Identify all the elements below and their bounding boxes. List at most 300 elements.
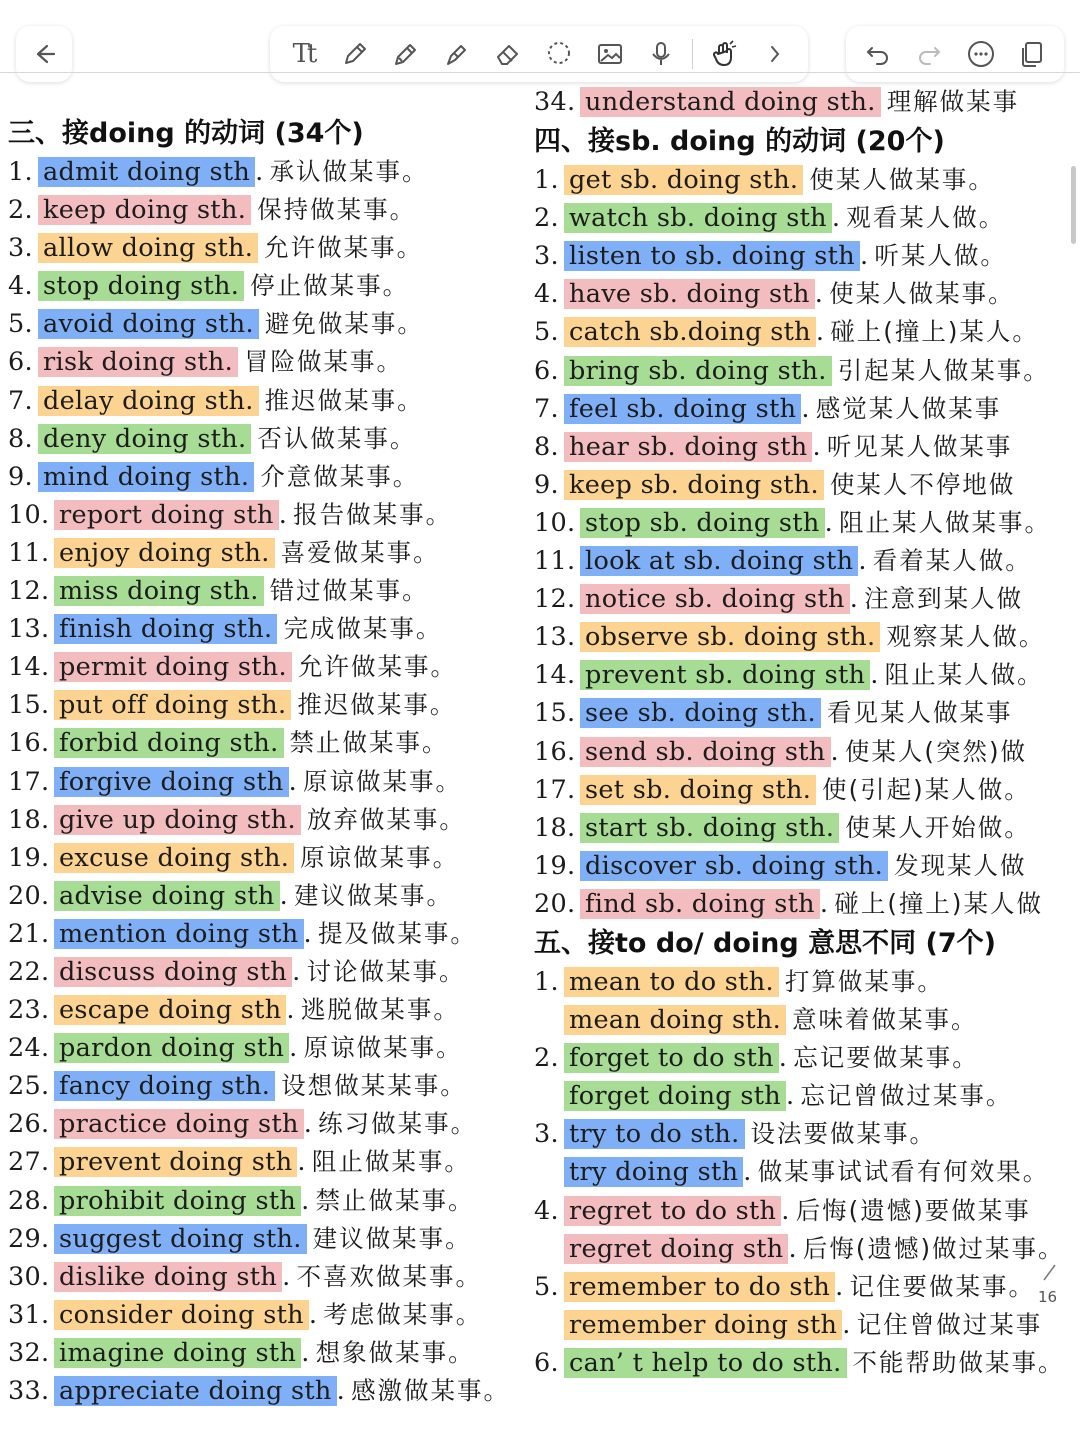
list-item (8, 534, 532, 572)
chinese-meaning: 听见某人做某事 (826, 431, 1013, 461)
list-item (8, 763, 532, 801)
verb-phrase: stop doing sth. (38, 271, 244, 301)
list-item (8, 877, 532, 915)
phrase-period: . (830, 736, 839, 767)
back-button[interactable] (16, 26, 72, 82)
list-item (534, 428, 1080, 466)
chinese-meaning: 允许做某事。 (297, 652, 457, 682)
chinese-meaning: 考虑做某事。 (323, 1299, 483, 1329)
list-item (8, 1258, 532, 1296)
verb-phrase: get sb. doing sth. (564, 165, 803, 195)
list-item (8, 1143, 532, 1181)
item-number: 25. (8, 1071, 50, 1102)
verb-phrase: mean to do sth. (564, 967, 779, 997)
chinese-meaning: 观看某人做。 (846, 203, 1006, 233)
chinese-meaning: 设想做某某事。 (281, 1071, 467, 1101)
phrase-period: . (301, 1185, 310, 1216)
verb-phrase: give up doing sth. (54, 805, 301, 835)
phrase-period: . (297, 1147, 306, 1178)
right-column (534, 83, 1080, 1382)
item-number: 7. (8, 385, 33, 416)
list-item (8, 610, 532, 648)
phrase-period: . (308, 1299, 318, 1330)
item-number: 12. (8, 576, 50, 607)
hand-touch-icon[interactable] (704, 34, 744, 74)
phrase-period: . (778, 1043, 788, 1074)
verb-phrase: fancy doing sth. (54, 1071, 275, 1101)
chinese-meaning: 喜爱做某事。 (280, 537, 440, 567)
list-item (534, 656, 1080, 694)
list-item (8, 305, 532, 343)
list-item (8, 724, 532, 762)
phrase-period: . (336, 1376, 346, 1406)
list-item (534, 1230, 1080, 1268)
verb-phrase: find sb. doing sth (580, 889, 820, 919)
chinese-meaning: 听某人做。 (874, 241, 1007, 271)
verb-phrase: forgive doing sth (54, 767, 289, 797)
chinese-meaning: 看见某人做某事 (826, 698, 1013, 728)
list-item (8, 343, 532, 381)
lasso-icon[interactable] (539, 34, 579, 74)
list-item (534, 809, 1080, 847)
verb-phrase: watch sb. doing sth (564, 203, 832, 233)
item-number: 11. (8, 537, 50, 568)
chevron-right-icon[interactable] (755, 34, 795, 74)
item-number: 4. (8, 271, 33, 302)
list-item (8, 572, 532, 610)
chinese-meaning: 停止做某事。 (250, 271, 410, 301)
item-number: 12. (534, 584, 576, 615)
list-item (8, 382, 532, 420)
phrase-period: . (814, 279, 824, 310)
chinese-meaning: 使某人做某事。 (809, 165, 995, 195)
eraser-icon[interactable] (488, 34, 528, 74)
chinese-meaning: 使某人做某事。 (829, 279, 1015, 309)
chinese-meaning: 碰上(撞上)某人做 (834, 888, 1043, 918)
item-number: 7. (534, 393, 559, 424)
item-number: 24. (8, 1033, 50, 1064)
phrase-period: . (824, 507, 833, 538)
highlighter-icon[interactable] (437, 34, 477, 74)
item-number: 28. (8, 1185, 50, 1216)
chinese-meaning: 后悔(遗憾)做过某事。 (802, 1233, 1065, 1263)
verb-phrase: practice doing sth (54, 1109, 304, 1139)
verb-phrase: regret doing sth (564, 1234, 788, 1264)
verb-phrase: prohibit doing sth (54, 1186, 301, 1216)
item-number: 19. (8, 842, 50, 873)
list-item (534, 161, 1080, 199)
chinese-meaning: 引起某人做某事。 (837, 355, 1050, 385)
section-heading-sb-doing: 四、接sb. doing 的动词 (20个) (534, 126, 945, 158)
phrase-period: . (289, 1033, 298, 1064)
verb-phrase: regret to do sth (564, 1196, 781, 1226)
verb-phrase: prevent sb. doing sth (580, 660, 870, 690)
chinese-meaning: 报告做某事。 (293, 499, 453, 529)
list-item (534, 618, 1080, 656)
phrase-period: . (835, 1271, 844, 1302)
item-number: 29. (8, 1223, 50, 1254)
back-arrow-icon (30, 40, 58, 68)
chinese-meaning: 保持做某事。 (257, 195, 417, 225)
verb-phrase: suggest doing sth. (54, 1224, 307, 1254)
chinese-meaning: 设法要做某事。 (750, 1119, 936, 1149)
verb-phrase: escape doing sth (54, 995, 286, 1025)
list-item (8, 420, 532, 458)
phrase-period: . (812, 431, 821, 462)
chinese-meaning: 原谅做某事。 (300, 842, 460, 872)
list-item (534, 847, 1080, 885)
item-number: 14. (8, 652, 50, 683)
list-item (8, 953, 532, 991)
chinese-meaning: 阻止某人做某事。 (838, 507, 1051, 537)
chinese-meaning: 错过做某事。 (269, 576, 429, 606)
undo-icon[interactable] (858, 34, 898, 74)
item-number: 6. (534, 1347, 559, 1378)
chinese-meaning: 建议做某事。 (312, 1223, 472, 1253)
chinese-meaning: 看着某人做。 (872, 546, 1032, 576)
list-item (8, 229, 532, 267)
verb-phrase: consider doing sth (54, 1300, 309, 1330)
item-number: 1. (534, 165, 559, 196)
list-item (534, 1153, 1080, 1191)
list-item (534, 199, 1080, 237)
verb-phrase: stop sb. doing sth (580, 508, 825, 538)
verb-phrase: forbid doing sth. (54, 728, 284, 758)
chinese-meaning: 后悔(遗憾)要做某事 (795, 1195, 1031, 1225)
verb-phrase: discover sb. doing sth. (580, 851, 888, 881)
item-number: 16. (8, 728, 50, 759)
verb-phrase: mind doing sth. (38, 462, 254, 492)
list-item (8, 801, 532, 839)
list-item (534, 352, 1080, 390)
item-number: 8. (8, 423, 33, 454)
pen-icon[interactable] (335, 34, 375, 74)
verb-phrase: discuss doing sth (54, 957, 292, 987)
list-item (534, 466, 1080, 504)
list-item (8, 915, 532, 953)
list-item (534, 1344, 1080, 1382)
verb-phrase: understand doing sth. (580, 87, 881, 117)
item-number: 4. (534, 1195, 559, 1226)
item-number: 21. (8, 918, 50, 949)
list-item (8, 1105, 532, 1143)
verb-phrase: enjoy doing sth. (54, 538, 275, 568)
verb-phrase: remember doing sth (564, 1310, 842, 1340)
item-number: 6. (534, 355, 559, 386)
pages-icon[interactable] (1012, 34, 1052, 74)
chinese-meaning: 禁止做某事。 (315, 1185, 475, 1215)
item-number: 1. (8, 157, 33, 187)
verb-phrase: imagine doing sth (54, 1338, 301, 1368)
list-item (8, 1067, 532, 1105)
item-number: 2. (8, 195, 33, 226)
list-item (8, 496, 532, 534)
list-item (534, 963, 1080, 1001)
phrase-period: . (743, 1157, 752, 1188)
item-number: 3. (8, 233, 33, 264)
list-item (8, 839, 532, 877)
image-icon[interactable] (590, 34, 630, 74)
list-item (8, 991, 532, 1029)
item-number: 5. (8, 309, 33, 340)
list-item (534, 237, 1080, 275)
phrase-period: . (255, 157, 264, 187)
verb-phrase: deny doing sth. (38, 424, 251, 454)
verb-phrase: hear sb. doing sth (564, 432, 812, 462)
verb-phrase: catch sb.doing sth (564, 317, 816, 347)
list-item (534, 1001, 1080, 1039)
item-number: 34. (534, 87, 576, 117)
verb-phrase: admit doing sth (38, 157, 255, 187)
list-item (8, 1029, 532, 1067)
item-number: 26. (8, 1109, 50, 1140)
chinese-meaning: 记住曾做过某事 (856, 1309, 1043, 1339)
verb-phrase: put off doing sth. (54, 690, 291, 720)
list-item (8, 648, 532, 686)
item-number: 16. (534, 736, 576, 767)
verb-phrase: listen to sb. doing sth (564, 241, 860, 271)
verb-phrase: mention doing sth (54, 919, 304, 949)
phrase-period: . (801, 393, 810, 424)
list-item (534, 1306, 1080, 1344)
list-item (534, 1077, 1080, 1115)
phrase-period: . (301, 1337, 310, 1368)
chinese-meaning: 冒险做某事。 (244, 347, 404, 377)
phrase-period: . (292, 956, 301, 987)
verb-phrase: prevent doing sth (54, 1147, 297, 1177)
microphone-icon[interactable] (641, 34, 681, 74)
item-number: 15. (8, 690, 50, 721)
list-item (534, 275, 1080, 313)
verb-phrase: start sb. doing sth. (580, 813, 839, 843)
verb-phrase: risk doing sth. (38, 347, 238, 377)
to-do-vs-doing-list (534, 963, 1080, 1382)
list-item (8, 153, 532, 191)
chinese-meaning: 完成做某事。 (283, 614, 443, 644)
verb-phrase: avoid doing sth. (38, 309, 259, 339)
item-number: 3. (534, 1119, 559, 1150)
text-style-icon[interactable]: Tt (292, 39, 315, 69)
chinese-meaning: 阻止某人做。 (884, 660, 1044, 690)
item-number: 32. (8, 1337, 50, 1368)
verb-phrase: miss doing sth. (54, 576, 264, 606)
list-item (534, 390, 1080, 428)
pencil-icon[interactable] (386, 34, 426, 74)
item-number: 31. (8, 1299, 50, 1330)
phrase-period: . (279, 880, 289, 911)
redo-icon[interactable] (909, 34, 949, 74)
list-item (8, 1182, 532, 1220)
toolbar-divider (692, 39, 693, 69)
section-heading-to-do-doing: 五、接to do/ doing 意思不同 (7个) (534, 927, 996, 959)
list-item (534, 542, 1080, 580)
phrase-period: . (859, 241, 869, 272)
item-number: 13. (8, 614, 50, 645)
verb-phrase: advise doing sth (54, 881, 280, 911)
list-item (534, 885, 1080, 923)
phrase-period: . (303, 1109, 313, 1140)
chinese-meaning: 意味着做某事。 (792, 1005, 978, 1035)
verb-phrase: observe sb. doing sth. (580, 622, 880, 652)
item-number: 18. (534, 812, 576, 843)
item-number: 30. (8, 1261, 50, 1292)
verb-phrase: look at sb. doing sth (580, 546, 858, 576)
list-item (8, 458, 532, 496)
verb-phrase: permit doing sth. (54, 652, 292, 682)
document-toolbar (846, 26, 1064, 82)
item-number: 27. (8, 1147, 50, 1178)
verb-phrase: send sb. doing sth (580, 737, 831, 767)
phrase-period: . (849, 584, 859, 615)
verb-phrase: appreciate doing sth (54, 1376, 337, 1406)
phrase-period: . (786, 1081, 795, 1112)
chinese-meaning: 忘记曾做过某事。 (800, 1081, 1013, 1111)
list-item (8, 267, 532, 305)
item-number: 17. (8, 766, 50, 797)
phrase-period: . (282, 1261, 291, 1292)
list-item (534, 771, 1080, 809)
chinese-meaning: 介意做某事。 (260, 461, 420, 491)
list-item (8, 1296, 532, 1334)
item-number: 14. (534, 660, 576, 691)
verb-phrase: delay doing sth. (38, 386, 259, 416)
chinese-meaning: 感觉某人做某事 (815, 393, 1002, 423)
phrase-period: . (819, 888, 829, 919)
sb-doing-verbs-list (534, 161, 1080, 923)
verb-phrase: finish doing sth. (54, 614, 277, 644)
list-item (534, 313, 1080, 351)
phrase-period: . (831, 203, 841, 234)
verb-phrase: keep sb. doing sth. (564, 470, 824, 500)
chinese-meaning: 发现某人做 (894, 850, 1027, 880)
phrase-period: . (788, 1233, 797, 1264)
item-number: 4. (534, 279, 559, 310)
item-number: 6. (8, 347, 33, 378)
chinese-meaning: 理解做某事 (886, 87, 1020, 116)
verb-phrase: forget to do sth (564, 1043, 779, 1073)
chinese-meaning: 逃脱做某事。 (300, 995, 460, 1025)
chinese-meaning: 否认做某事。 (257, 423, 417, 453)
list-item (534, 1268, 1080, 1306)
list-item (534, 694, 1080, 732)
item-number: 23. (8, 995, 50, 1026)
list-item (534, 1115, 1080, 1153)
chinese-meaning: 阻止做某事。 (311, 1147, 471, 1177)
page-number: 16 (1038, 1288, 1058, 1306)
phrase-period: . (870, 660, 879, 691)
list-item (534, 580, 1080, 618)
item-number: 17. (534, 774, 576, 805)
verb-phrase: excuse doing sth. (54, 843, 294, 873)
chinese-meaning: 碰上(撞上)某人。 (830, 317, 1039, 347)
chinese-meaning: 推迟做某事。 (264, 385, 424, 415)
verb-phrase: forget doing sth (564, 1081, 786, 1111)
chinese-meaning: 提及做某事。 (317, 918, 477, 948)
verb-phrase: pardon doing sth (54, 1033, 289, 1063)
item-number: 20. (8, 880, 50, 911)
chinese-meaning: 放弃做某事。 (306, 804, 466, 834)
chinese-meaning: 记住要做某事。 (849, 1271, 1035, 1301)
phrase-period: . (278, 499, 288, 530)
chinese-meaning: 使某人(突然)做 (844, 736, 1028, 766)
item-number: 18. (8, 804, 50, 835)
pen-stroke-mark (1042, 1262, 1058, 1282)
chinese-meaning: 使(引起)某人做。 (822, 774, 1031, 804)
item-number: 5. (534, 1271, 559, 1302)
item-number: 2. (534, 1043, 559, 1074)
verb-phrase: mean doing sth. (564, 1005, 786, 1035)
verb-phrase: set sb. doing sth. (580, 775, 816, 805)
phrase-period: . (303, 918, 312, 949)
item-number: 5. (534, 317, 559, 348)
list-item (534, 504, 1080, 542)
verb-phrase: have sb. doing sth (564, 279, 815, 309)
list-item (8, 191, 532, 229)
chinese-meaning: 不喜欢做某事。 (296, 1261, 482, 1291)
chinese-meaning: 建议做某事。 (294, 880, 454, 910)
chinese-meaning: 原谅做某事。 (303, 766, 463, 796)
chinese-meaning: 承认做某事。 (269, 157, 429, 186)
item-number: 3. (534, 241, 559, 272)
chinese-meaning: 使某人开始做。 (845, 812, 1031, 842)
phrase-period: . (842, 1309, 851, 1340)
section-heading-doing: 三、接doing 的动词 (34个) (8, 118, 364, 149)
doing-verbs-list (8, 153, 532, 1410)
list-item (8, 686, 532, 724)
phrase-period: . (815, 317, 825, 348)
item-number: 8. (534, 431, 559, 462)
phrase-period: . (286, 995, 295, 1026)
verb-phrase: see sb. doing sth. (580, 698, 821, 728)
item-number: 10. (8, 499, 50, 530)
toolbar-divider-line (0, 72, 1080, 73)
item-number: 13. (534, 622, 576, 653)
item-number: 11. (534, 546, 576, 577)
verb-phrase: keep doing sth. (38, 195, 251, 225)
list-item (8, 1334, 532, 1372)
list-item (8, 1372, 532, 1410)
item-number: 15. (534, 698, 576, 729)
chinese-meaning: 避免做某事。 (264, 309, 424, 339)
verb-phrase: dislike doing sth (54, 1262, 282, 1292)
verb-phrase: bring sb. doing sth. (564, 356, 832, 386)
item-number: 9. (8, 461, 33, 492)
verb-phrase: report doing sth (54, 500, 279, 530)
chinese-meaning: 想象做某事。 (315, 1337, 475, 1367)
chinese-meaning: 讨论做某事。 (306, 956, 466, 986)
list-item (534, 733, 1080, 771)
chinese-meaning: 感激做某事。 (351, 1376, 511, 1405)
chinese-meaning: 推迟做某事。 (297, 690, 457, 720)
verb-phrase: allow doing sth. (38, 233, 258, 263)
item-number: 33. (8, 1376, 50, 1406)
verb-phrase: remember to do sth (564, 1272, 835, 1302)
chinese-meaning: 打算做某事。 (784, 966, 944, 996)
chinese-meaning: 不能帮助做某事。 (852, 1347, 1065, 1377)
chinese-meaning: 原谅做某事。 (303, 1033, 463, 1063)
verb-phrase: feel sb. doing sth (564, 394, 801, 424)
drawing-toolbar (270, 26, 808, 82)
phrase-period: . (288, 766, 298, 797)
more-icon[interactable] (961, 34, 1001, 74)
list-item (534, 83, 1080, 121)
item-number: 20. (534, 888, 576, 919)
chinese-meaning: 禁止做某事。 (289, 728, 449, 758)
phrase-period: . (781, 1195, 790, 1226)
item-number: 10. (534, 507, 576, 538)
item-number: 1. (534, 966, 559, 997)
chinese-meaning: 使某人不停地做 (829, 469, 1016, 499)
